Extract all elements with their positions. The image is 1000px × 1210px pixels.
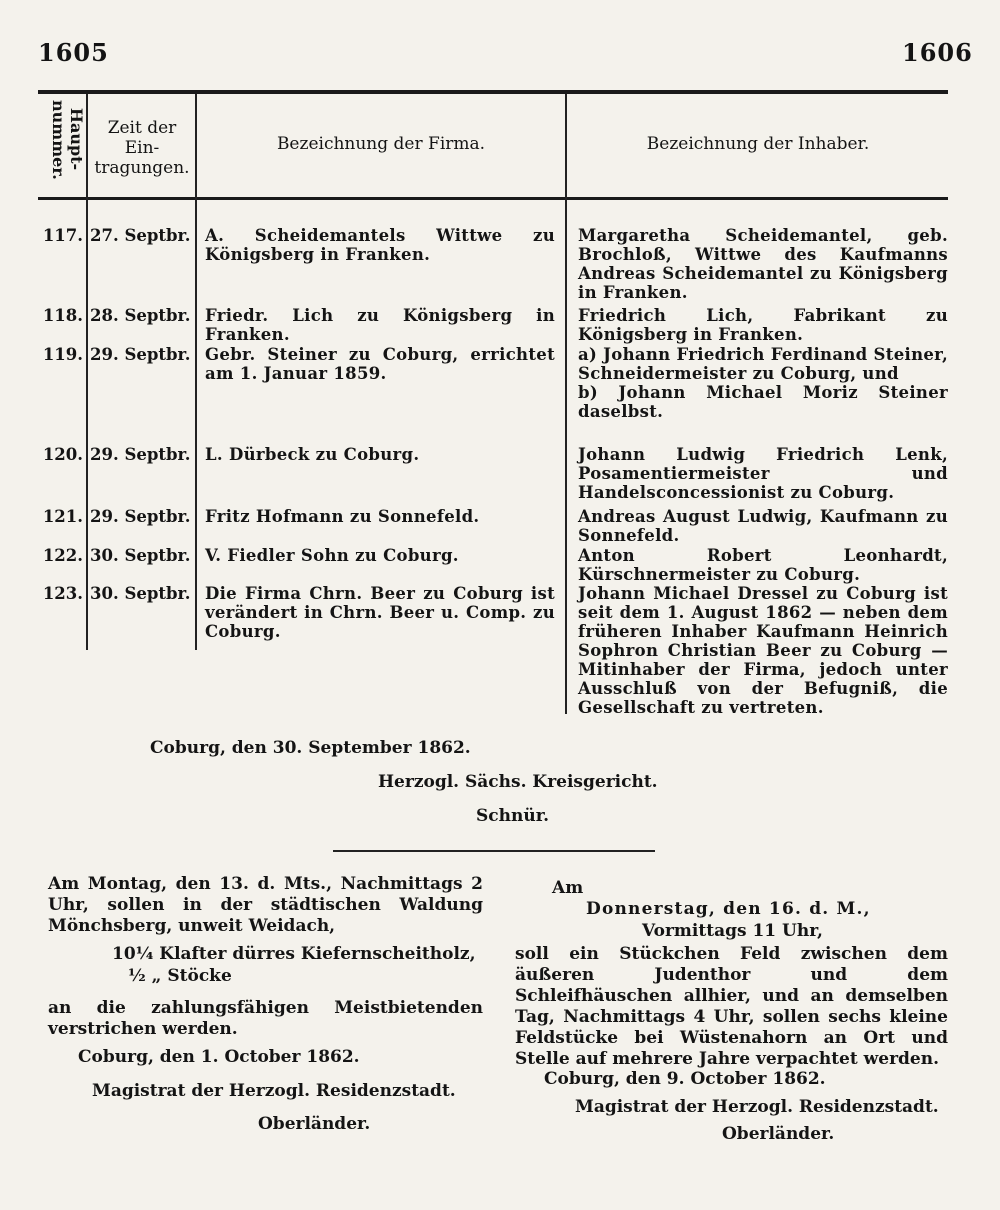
notice-right-place-date: Coburg, den 9. October 1862. [544,1069,826,1089]
row-date: 27. Septbr. [90,226,191,245]
header-zeit: Zeit der Ein-tragungen. [94,118,190,178]
notice-left-body-2: an die zahlungsfähigen Meistbietenden verstrichen werden. [48,998,483,1039]
notice-left-signer: Oberländer. [258,1114,371,1134]
closing-court: Herzogl. Sächs. Kreisgericht. [378,772,658,792]
column-divider [195,94,197,650]
notice-left-item-2: ½ „ Stöcke [128,966,232,986]
row-firm: L. Dürbeck zu Coburg. [205,445,420,464]
row-number: 120. [42,445,83,464]
page-number-left: 1605 [38,38,109,67]
notice-right-date-line: Donnerstag, den 16. d. M., [586,899,871,919]
row-number: 119. [42,345,83,364]
row-firm: V. Fiedler Sohn zu Coburg. [205,546,459,565]
row-owner [578,546,948,584]
header-inhaber: Bezeichnung der Inhaber. [646,134,870,154]
row-firm: Fritz Hofmann zu Sonnefeld. [205,507,480,526]
owner-line: Margaretha Scheidemantel, geb. Brochloß, Wittwe des Kaufmanns Andreas Scheidemantel zu Königsberg in Franken. [578,226,948,302]
notice-left-item-1: 10¼ Klafter dürres Kiefernscheitholz, [112,944,476,964]
notice-left-place-date: Coburg, den 1. October 1862. [78,1047,360,1067]
row-number: 118. [42,306,83,325]
owner-line: Johann Ludwig Friedrich Lenk, Posamentiermeister und Handelsconcessionist zu Coburg. [578,445,948,502]
closing-signer: Schnür. [476,806,550,826]
row-number: 117. [42,226,83,245]
notice-right-am: Am [552,878,584,898]
header-bottom-rule [38,197,948,200]
owner-line: b) Johann Michael Moriz Steiner daselbst. [578,383,948,421]
row-number: 121. [42,507,83,526]
row-owner [578,226,948,302]
owner-line: a) Johann Friedrich Ferdinand Steiner, Schneidermeister zu Coburg, und [578,345,948,383]
notice-right-authority: Magistrat der Herzogl. Residenzstadt. [575,1097,939,1117]
notice-right-body: soll ein Stückchen Feld zwischen dem äußeren Judenthor und dem Schleifhäuschen allhier, und an demselben Tag, Nachmittags 4 Uhr, sollen sechs kleine Feldstücke bei Wüstenahorn an Ort und Stelle auf mehrere Jahre verpachtet werden. [515,944,948,1069]
row-firm: Gebr. Steiner zu Coburg, errichtet am 1. Januar 1859. [205,345,555,383]
notice-right-time-line: Vormittags 11 Uhr, [642,921,823,941]
owner-line: Andreas August Ludwig, Kaufmann zu Sonnefeld. [578,507,948,545]
row-date: 30. Septbr. [90,546,191,565]
row-firm: A. Scheidemantels Wittwe zu Königsberg in Franken. [205,226,555,264]
row-firm: Die Firma Chrn. Beer zu Coburg ist verändert in Chrn. Beer u. Comp. zu Coburg. [205,584,555,641]
owner-line: Johann Michael Dressel zu Coburg ist seit dem 1. August 1862 — neben dem früheren Inhaber Kaufmann Heinrich Sophron Christian Beer zu Coburg — Mitinhaber der Firma, jedoch unter Ausschluß von der Befugniß, die Gesellschaft zu vertreten. [578,584,948,717]
row-owner [578,306,948,344]
row-owner [578,507,948,545]
row-number: 123. [42,584,83,603]
notice-right-signer: Oberländer. [722,1124,835,1144]
column-divider [565,94,567,714]
closing-place-date: Coburg, den 30. September 1862. [150,738,471,758]
row-owner [578,584,948,717]
section-separator [333,850,655,852]
table-top-rule [38,90,948,94]
row-date: 30. Septbr. [90,584,191,603]
owner-line: Friedrich Lich, Fabrikant zu Königsberg in Franken. [578,306,948,344]
notice-left-body: Am Montag, den 13. d. Mts., Nachmittags 2 Uhr, sollen in der städtischen Waldung Mönchsberg, unweit Weidach, [48,874,483,936]
row-owner [578,445,948,502]
header-firma: Bezeichnung der Firma. [276,134,486,154]
row-owner [578,345,948,421]
header-nummer: Haupt-nummer. [49,100,86,180]
page-number-right: 1606 [902,38,973,67]
row-date: 29. Septbr. [90,507,191,526]
row-number: 122. [42,546,83,565]
notice-left-authority: Magistrat der Herzogl. Residenzstadt. [92,1081,456,1101]
row-date: 29. Septbr. [90,345,191,364]
owner-line: Anton Robert Leonhardt, Kürschnermeister zu Coburg. [578,546,948,584]
row-date: 28. Septbr. [90,306,191,325]
column-divider [86,94,88,650]
row-firm: Friedr. Lich zu Königsberg in Franken. [205,306,555,344]
row-date: 29. Septbr. [90,445,191,464]
